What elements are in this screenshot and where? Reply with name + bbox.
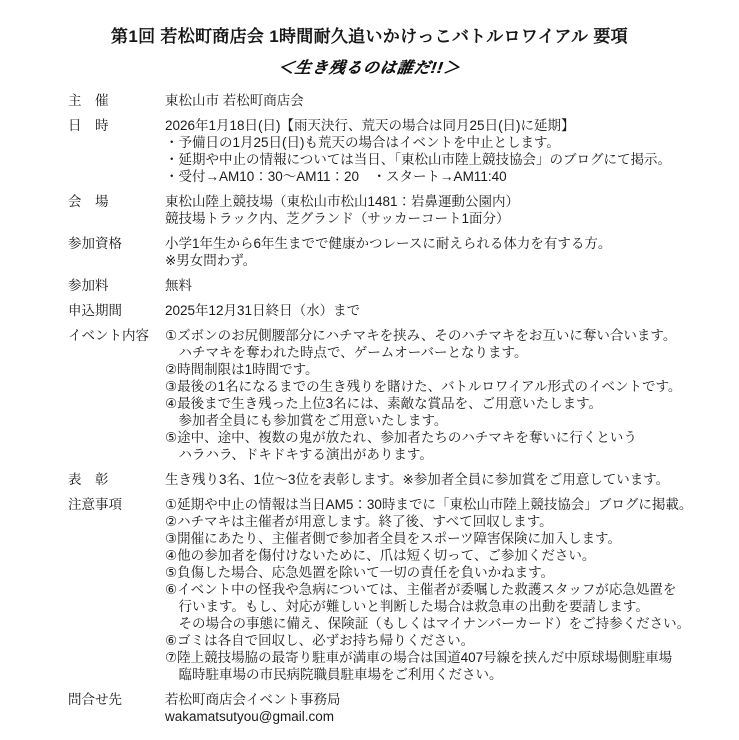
section-content — [165, 691, 725, 725]
section-label: 日 時 — [68, 118, 109, 133]
section-text-line: 小学1年生から6年生までで健康かつレースに耐えられる体力を有する方。 — [165, 236, 612, 251]
section-text-line: ハチマキを奪われた時点で、ゲームオーバーとなります。 — [165, 345, 528, 360]
section-row-6 — [68, 327, 725, 463]
section-content — [165, 496, 725, 683]
page-subtitle-wrap — [0, 55, 739, 78]
section-text-line: 東松山市 若松町商店会 — [165, 93, 304, 108]
section-text-line: その場合の事態に備え、保険証（もしくはマイナンバーカード）をご持参ください。 — [165, 616, 691, 631]
section-text-line: 無料 — [165, 278, 192, 293]
section-text-line: ④他の参加者を傷付けないために、爪は短く切って、ご参加ください。 — [165, 548, 596, 563]
section-text-line: ⑥ゴミは各自で回収し、必ずお持ち帰りください。 — [165, 633, 475, 648]
section-text-line: ①延期や中止の情報は当日AM5：30時までに「東松山市陸上競技協会」ブログに掲載。 — [165, 497, 693, 512]
section-content — [165, 92, 725, 109]
section-text-line: ③最後の1名になるまでの生き残りを賭けた、バトルロワイアル形式のイベントです。 — [165, 379, 682, 394]
section-row-2 — [68, 193, 725, 227]
section-text-line: 臨時駐車場の市民病院職員駐車場をご利用ください。 — [165, 667, 503, 682]
section-text-line: wakamatsutyou@gmail.com — [165, 709, 335, 724]
section-text-line: ※男女問わず。 — [165, 253, 257, 268]
page-subtitle: ＜生き残るのは誰だ!!＞ — [276, 60, 462, 77]
section-text-line: ・受付→AM10：30～AM11：20 ・スタート→AM11:40 — [165, 169, 507, 184]
section-label: 参加資格 — [68, 236, 122, 251]
section-label: 注意事項 — [68, 497, 122, 512]
section-row-1 — [68, 117, 725, 185]
section-text-line: 若松町商店会イベント事務局 — [165, 692, 341, 707]
section-text-line: ②ハチマキは主催者が用意します。終了後、すべて回収します。 — [165, 514, 553, 529]
section-text-line: ①ズボンのお尻側腰部分にハチマキを挟み、そのハチマキをお互いに奪い合います。 — [165, 328, 677, 343]
section-label: 主 催 — [68, 93, 109, 108]
section-text-line: ⑥イベント中の怪我や急病については、主催者が委嘱した救護スタッフが応急処置を — [165, 582, 677, 597]
section-text-line: ③開催にあたり、主催者側で参加者全員をスポーツ障害保険に加入します。 — [165, 531, 621, 546]
section-row-8 — [68, 496, 725, 683]
section-text-line: ⑦陸上競技場脇の最寄り駐車が満車の場合は国道407号線を挟んだ中原球場側駐車場 — [165, 650, 673, 665]
section-label: イベント内容 — [68, 328, 149, 343]
section-row-4 — [68, 277, 725, 294]
section-text-line: ⑤途中、途中、複数の鬼が放たれ、参加者たちのハチマキを奪いに行くという — [165, 430, 637, 445]
section-text-line: ⑤負傷した場合、応急処置を除いて一切の責任を負いかねます。 — [165, 565, 555, 580]
section-text-line: ④最後まで生き残った上位3名には、素敵な賞品を、ご用意いたします。 — [165, 396, 603, 411]
section-label: 会 場 — [68, 194, 109, 209]
section-text-line: 行います。もし、対応が難しいと判断した場合は救急車の出動を要請します。 — [165, 599, 649, 614]
section-text-line: ハラハラ、ドキドキする演出があります。 — [165, 447, 433, 462]
section-label: 参加料 — [68, 278, 109, 293]
section-content — [165, 117, 725, 185]
section-text-line: 競技場トラック内、芝グランド（サッカーコート1面分） — [165, 211, 510, 226]
section-content — [165, 235, 725, 269]
section-label: 申込期間 — [68, 303, 122, 318]
section-text-line: 2026年1月18日(日)【雨天決行、荒天の場合は同月25日(日)に延期】 — [165, 118, 575, 133]
section-label: 表 彰 — [68, 472, 109, 487]
section-row-7 — [68, 471, 725, 488]
page-title: 第1回 若松町商店会 1時間耐久追いかけっこバトルロワイアル 要項 — [111, 27, 628, 46]
section-text-line: ・予備日の1月25日(日)も荒天の場合はイベントを中止とします。 — [165, 135, 560, 150]
section-row-3 — [68, 235, 725, 269]
section-row-0 — [68, 92, 725, 109]
section-text-line: ・延期や中止の情報については当日、「東松山市陸上競技協会」のブログにて掲示。 — [165, 152, 671, 167]
section-text-line: 2025年12月31日終日（水）まで — [165, 303, 361, 318]
section-text-line: ②時間制限は1時間です。 — [165, 362, 319, 377]
section-content — [165, 193, 725, 227]
section-content — [165, 327, 725, 463]
section-content — [165, 277, 725, 294]
section-content — [165, 302, 725, 319]
section-content — [165, 471, 725, 488]
sections-container — [68, 92, 725, 725]
section-text-line: 参加者全員にも参加賞をご用意いたします。 — [165, 413, 448, 428]
section-row-5 — [68, 302, 725, 319]
section-text-line: 生き残り3名、1位～3位を表彰します。※参加者全員に参加賞をご用意しています。 — [165, 472, 670, 487]
section-label: 問合せ先 — [68, 692, 122, 707]
section-row-9 — [68, 691, 725, 725]
section-text-line: 東松山陸上競技場（東松山市松山1481：岩鼻運動公園内） — [165, 194, 520, 209]
